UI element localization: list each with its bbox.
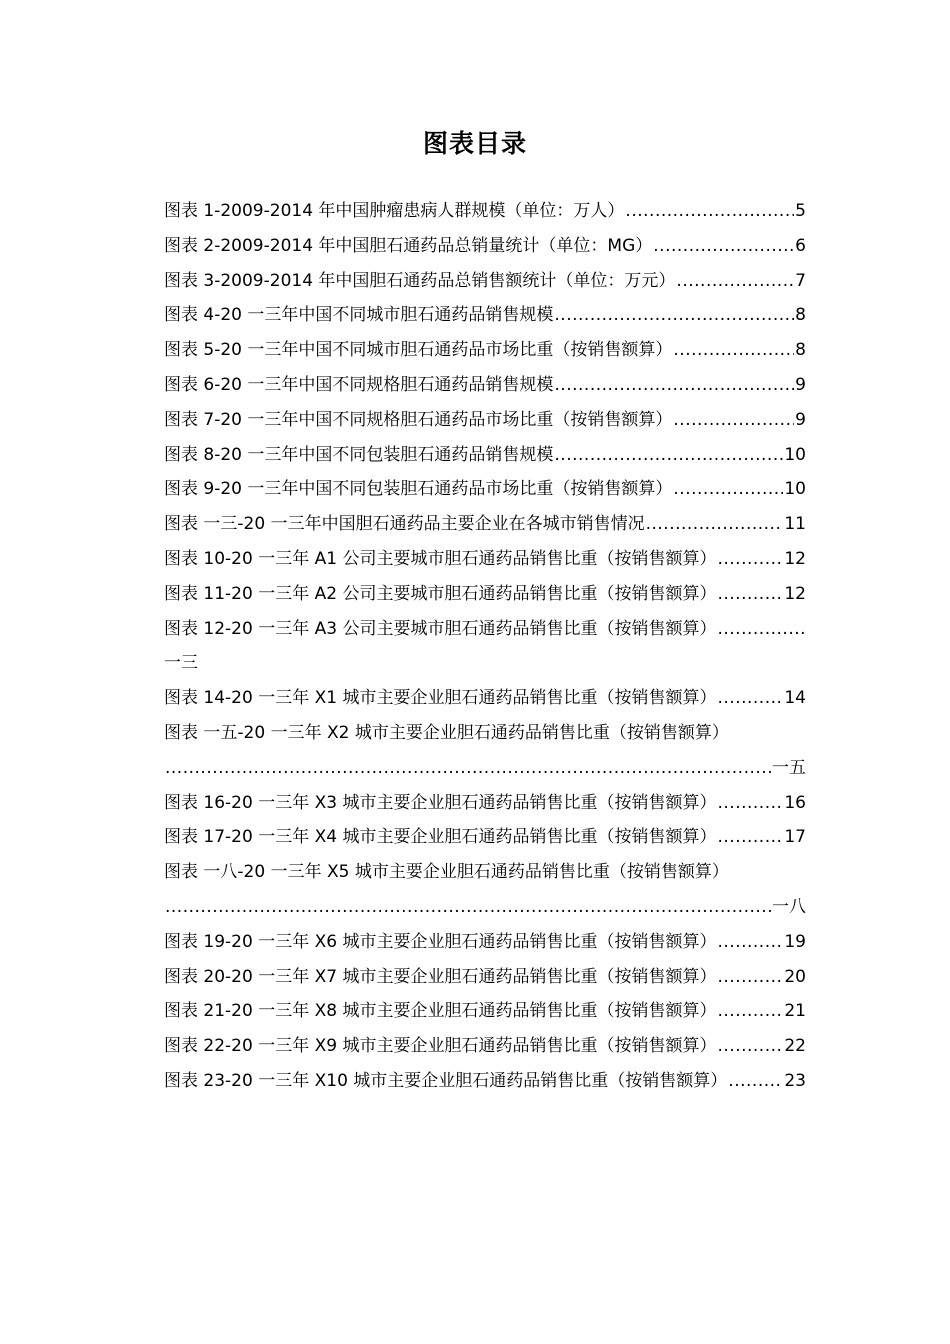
- toc-entry-label: 图表 3-2009-2014 年中国胆石通药品总销售额统计（单位：万元）: [164, 270, 676, 291]
- toc-entry-label: 图表 一八-20 一三年 X5 城市主要企业胆石通药品销售比重（按销售额算）: [164, 862, 729, 883]
- toc-entry-page: 23: [784, 1070, 806, 1091]
- toc-entry-label: 图表 21-20 一三年 X8 城市主要企业胆石通药品销售比重（按销售额算）: [164, 1001, 717, 1022]
- toc-entry-page: 8: [795, 305, 806, 326]
- page-title: 图表目录: [422, 129, 527, 158]
- toc-entry-page: 一五: [772, 757, 806, 778]
- toc-entry[interactable]: [164, 786, 806, 821]
- toc-entry[interactable]: [164, 194, 806, 229]
- toc-entry-page: 一三: [164, 653, 198, 674]
- dot-leader: [717, 786, 783, 821]
- toc-entry-continuation: [164, 890, 806, 925]
- toc-entry-continuation: [164, 646, 806, 681]
- dot-leader: [554, 438, 783, 473]
- toc-entry-page: 16: [784, 792, 806, 813]
- toc-entry-page: 12: [784, 548, 806, 569]
- toc-entry-label: 图表 9-20 一三年中国不同包装胆石通药品市场比重（按销售额算）: [164, 479, 673, 500]
- toc-entry[interactable]: [164, 855, 806, 890]
- toc-entry-page: 19: [784, 931, 806, 952]
- toc-entry-page: 5: [795, 201, 806, 221]
- toc-entry[interactable]: [164, 681, 806, 716]
- toc-entry-label: 图表 10-20 一三年 A1 公司主要城市胆石通药品销售比重（按销售额算）: [164, 548, 717, 569]
- toc-entry-label: 图表 20-20 一三年 X7 城市主要企业胆石通药品销售比重（按销售额算）: [164, 966, 717, 987]
- toc-entry-page: 21: [784, 1001, 806, 1022]
- dot-leader: [717, 681, 783, 716]
- toc-entry-label: 图表 7-20 一三年中国不同规格胆石通药品市场比重（按销售额算）: [164, 409, 673, 430]
- toc-entry-label: 图表 19-20 一三年 X6 城市主要企业胆石通药品销售比重（按销售额算）: [164, 931, 717, 952]
- dot-leader: [653, 229, 794, 264]
- toc-entry[interactable]: [164, 716, 806, 751]
- toc-entry-page: 17: [784, 827, 806, 848]
- toc-entry[interactable]: [164, 577, 806, 612]
- toc-entry-label: 图表 一三-20 一三年中国胆石通药品主要企业在各城市销售情况: [164, 514, 645, 535]
- toc-entry-page: 12: [784, 583, 806, 604]
- toc-entry[interactable]: [164, 298, 806, 333]
- toc-entry-continuation: [164, 751, 806, 786]
- dot-leader: [165, 890, 771, 925]
- toc-entry-label: 图表 2-2009-2014 年中国胆石通药品总销量统计（单位：MG）: [164, 235, 653, 256]
- toc-entry[interactable]: [164, 1029, 806, 1064]
- dot-leader: [673, 333, 794, 368]
- toc-entry-label: 图表 22-20 一三年 X9 城市主要企业胆石通药品销售比重（按销售额算）: [164, 1036, 717, 1057]
- dot-leader: [717, 542, 783, 577]
- toc-entry-page: 20: [784, 966, 806, 987]
- toc-entry[interactable]: [164, 438, 806, 473]
- toc-entry-label: 图表 1-2009-2014 年中国肿瘤患病人群规模（单位：万人）: [164, 201, 625, 221]
- toc-entry[interactable]: [164, 507, 806, 542]
- toc-entry-page: 10: [784, 444, 806, 465]
- toc-entry-page: 7: [795, 270, 806, 291]
- toc-entry-page: 11: [784, 514, 806, 535]
- toc-entry-label: 图表 5-20 一三年中国不同城市胆石通药品市场比重（按销售额算）: [164, 340, 673, 361]
- toc-entry-label: 图表 一五-20 一三年 X2 城市主要企业胆石通药品销售比重（按销售额算）: [164, 722, 729, 743]
- toc-entry[interactable]: [164, 229, 806, 264]
- dot-leader: [717, 577, 783, 612]
- toc-entry-page: 10: [784, 479, 806, 500]
- dot-leader: [717, 1029, 783, 1064]
- toc-entry-label: 图表 6-20 一三年中国不同规格胆石通药品销售规模: [164, 374, 554, 395]
- toc-entry-page: 9: [795, 409, 806, 430]
- dot-leader: [646, 507, 784, 542]
- toc-entry[interactable]: [164, 403, 806, 438]
- dot-leader: [717, 925, 783, 960]
- toc-entry-label: 图表 14-20 一三年 X1 城市主要企业胆石通药品销售比重（按销售额算）: [164, 688, 717, 709]
- toc-entry-label: 图表 23-20 一三年 X10 城市主要企业胆石通药品销售比重（按销售额算）: [164, 1070, 728, 1091]
- dot-leader: [554, 368, 794, 403]
- dot-leader: [676, 264, 794, 299]
- toc-entry[interactable]: [164, 472, 806, 507]
- toc-entry[interactable]: [164, 368, 806, 403]
- toc-entry[interactable]: [164, 994, 806, 1029]
- toc-entry-label: 图表 17-20 一三年 X4 城市主要企业胆石通药品销售比重（按销售额算）: [164, 827, 717, 848]
- toc-entry-page: 9: [795, 374, 806, 395]
- toc-entry[interactable]: [164, 1064, 806, 1099]
- toc-entry[interactable]: [164, 333, 806, 368]
- toc-entry-label: 图表 8-20 一三年中国不同包装胆石通药品销售规模: [164, 444, 554, 465]
- toc-entry-page: 6: [795, 235, 806, 256]
- toc-entry-page: 14: [784, 688, 806, 709]
- toc-entry-label: 图表 12-20 一三年 A3 公司主要城市胆石通药品销售比重（按销售额算）: [164, 618, 717, 639]
- toc-entry[interactable]: [164, 960, 806, 995]
- toc-entry-label: 图表 4-20 一三年中国不同城市胆石通药品销售规模: [164, 305, 554, 326]
- toc-entry[interactable]: [164, 264, 806, 299]
- dot-leader: [717, 994, 783, 1029]
- toc-entry-page: 22: [784, 1036, 806, 1057]
- dot-leader: [673, 403, 794, 438]
- dot-leader: [717, 960, 783, 995]
- toc-entry[interactable]: [164, 542, 806, 577]
- toc-entry[interactable]: [164, 820, 806, 855]
- dot-leader: [717, 612, 805, 647]
- figure-list: [164, 194, 806, 1099]
- toc-entry[interactable]: [164, 612, 806, 647]
- toc-entry[interactable]: [164, 925, 806, 960]
- dot-leader: [673, 472, 783, 507]
- dot-leader: [717, 820, 783, 855]
- toc-entry-label: 图表 16-20 一三年 X3 城市主要企业胆石通药品销售比重（按销售额算）: [164, 792, 717, 813]
- dot-leader: [625, 194, 794, 229]
- dot-leader: [165, 751, 771, 786]
- dot-leader: [728, 1064, 783, 1099]
- dot-leader: [554, 298, 794, 333]
- toc-entry-page: 8: [795, 340, 806, 361]
- toc-entry-label: 图表 11-20 一三年 A2 公司主要城市胆石通药品销售比重（按销售额算）: [164, 583, 717, 604]
- toc-entry-page: 一八: [772, 896, 806, 917]
